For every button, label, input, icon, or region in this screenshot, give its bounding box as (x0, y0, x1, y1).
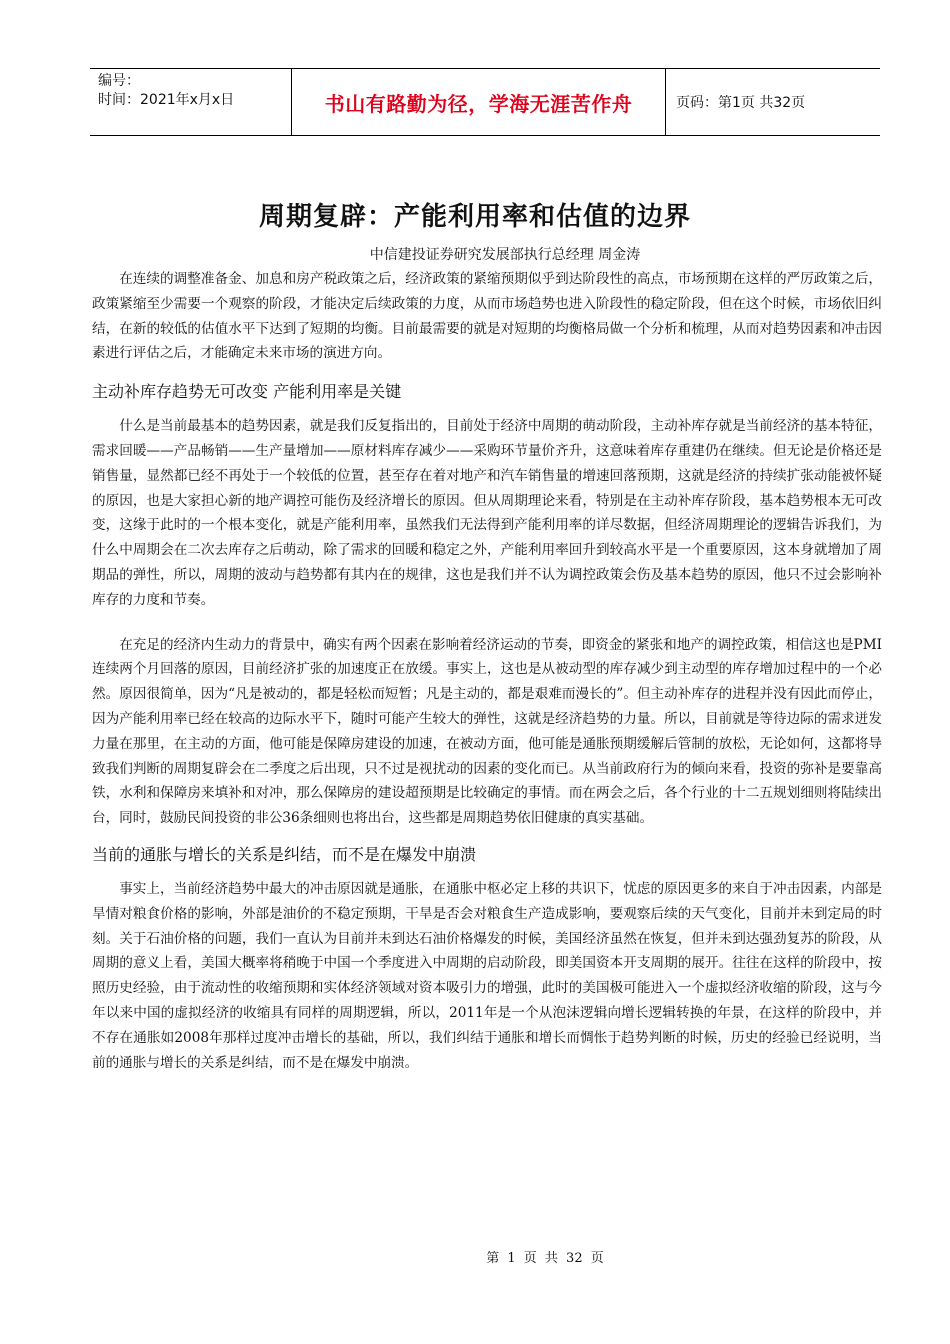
header-page-info: 页码：第1页 共32页 (676, 95, 806, 111)
header-table (90, 68, 880, 136)
article-author: 中信建投证券研究发展部执行总经理 周金涛 (369, 247, 641, 263)
article-body (92, 267, 882, 1075)
section-1-paragraph-2: 在充足的经济内生动力的背景中，确实有两个因素在影响着经济运动的节奏，即资金的紧张和地产的调控政策，相信这也是PMI连续两个月回落的原因，目前经济扩张的加速度正在放缓。事实上，这也是从被动型的库存减少到主动型的库存增加过程中的一个必然。原因很简单，因为“凡是被动的，都是轻松而短暂；凡是主动的，都是艰难而漫长的”。但主动补库存的进程并没有因此而停止，因为产能利用率已经在较高的边际水平下，随时可能产生较大的弹性，这就是经济趋势的力量。所以，目前就是等待边际的需求迸发力量在那里，在主动的方面，他可能是保障房建设的加速，在被动方面，他可能是通胀预期缓解后管制的放松，无论如何，这都将导致我们判断的周期复辟会在二季度之后出现，只不过是视扰动的因素的变化而已。从当前政府行为的倾向来看，投资的弥补是要靠高铁，水利和保障房来填补和对冲，那么保障房的建设超预期是比较确定的事情。而在两会之后，各个行业的十二五规划细则将陆续出台，同时，鼓励民间投资的非公36条细则也将出台，这些都是周期趋势依旧健康的真实基础。 (92, 636, 882, 827)
section-1-paragraph-1: 什么是当前最基本的趋势因素，就是我们反复指出的，目前处于经济中周期的萌动阶段，主动补库存就是当前经济的基本特征，需求回暖——产品畅销——生产量增加——原材料库存减少——采购环节量价齐升，这意味着库存重建仍在继续。但无论是价格还是销售量，显然都已经不再处于一个较低的位置，甚至存在着对地产和汽车销售量的增速回落预期，这就是经济的持续扩张动能被怀疑的原因，也是大家担心新的地产调控可能伤及经济增长的原因。但从周期理论来看，特别是在主动补库存阶段，基本趋势根本无可改变，这缘于此时的一个根本变化，就是产能利用率，虽然我们无法得到产能利用率的详尽数据，但经济周期理论的逻辑告诉我们，为什么中周期会在二次去库存之后萌动，除了需求的回暖和稳定之外，产能利用率回升到较高水平是一个重要原因，这本身就增加了周期品的弹性，所以，周期的波动与趋势都有其内在的规律，这也是我们并不认为调控政策会伤及基本趋势的原因，他只不过会影响补库存的力度和节奏。 (92, 418, 882, 608)
article-title: 周期复辟：产能利用率和估值的边界 (258, 202, 691, 232)
intro-paragraph: 在连续的调整准备金、加息和房产税政策之后，经济政策的紧缩预期似乎到达阶段性的高点，市场预期在这样的严厉政策之后，政策紧缩至少需要一个观察的阶段，才能决定后续政策的力度，从而市场趋势也进入阶段性的稳定阶段，但在这个时候，市场依旧纠结，在新的较低的估值水平下达到了短期的均衡。目前最需要的就是对短期的均衡格局做一个分析和梳理，从而对趋势因素和冲击因素进行评估之后，才能确定未来市场的演进方向。 (92, 271, 882, 362)
date-line: 时间：2021年x月x日 (98, 92, 235, 108)
header-meta (90, 69, 292, 135)
section-heading-2: 当前的通胀与增长的关系是纠结，而不是在爆发中崩溃 (92, 844, 477, 864)
serial-label: 编号： (98, 73, 140, 89)
section-2-paragraph-1: 事实上，当前经济趋势中最大的冲击原因就是通胀，在通胀中枢必定上移的共识下，忧虑的原因更多的来自于冲击因素，内部是旱情对粮食价格的影响，外部是油价的不稳定预期，干旱是否会对粮食生产造成影响，要观察后续的天气变化，目前并未到定局的时刻。关于石油价格的问题，我们一直认为目前并未到达石油价格爆发的时候，美国经济虽然在恢复，但并未到达强劲复苏的阶段，从周期的意义上看，美国大概率将稍晚于中国一个季度进入中周期的启动阶段，即美国资本开支周期的展开。往往在这样的阶段中，按照历史经验，由于流动性的收缩预期和实体经济领域对资本吸引力的增强，此时的美国极可能进入一个虚拟经济收缩的阶段，这与今年以来中国的虚拟经济的收缩具有同样的周期逻辑，所以，2011年是一个从泡沫逻辑向增长逻辑转换的年景，在这样的阶段中，并不存在通胀如2008年那样过度冲击增长的基础，所以，我们纠结于通胀和增长而惆怅于趋势判断的时候，历史的经验已经说明，当前的通胀与增长的关系是纠结，而不是在爆发中崩溃。 (92, 880, 882, 1071)
section-heading-1: 主动补库存趋势无可改变 产能利用率是关键 (92, 382, 402, 402)
header-motto: 书山有路勤为径，学海无涯苦作舟 (292, 69, 666, 135)
page-footer: 第 1 页 共 32 页 (486, 1251, 604, 1266)
